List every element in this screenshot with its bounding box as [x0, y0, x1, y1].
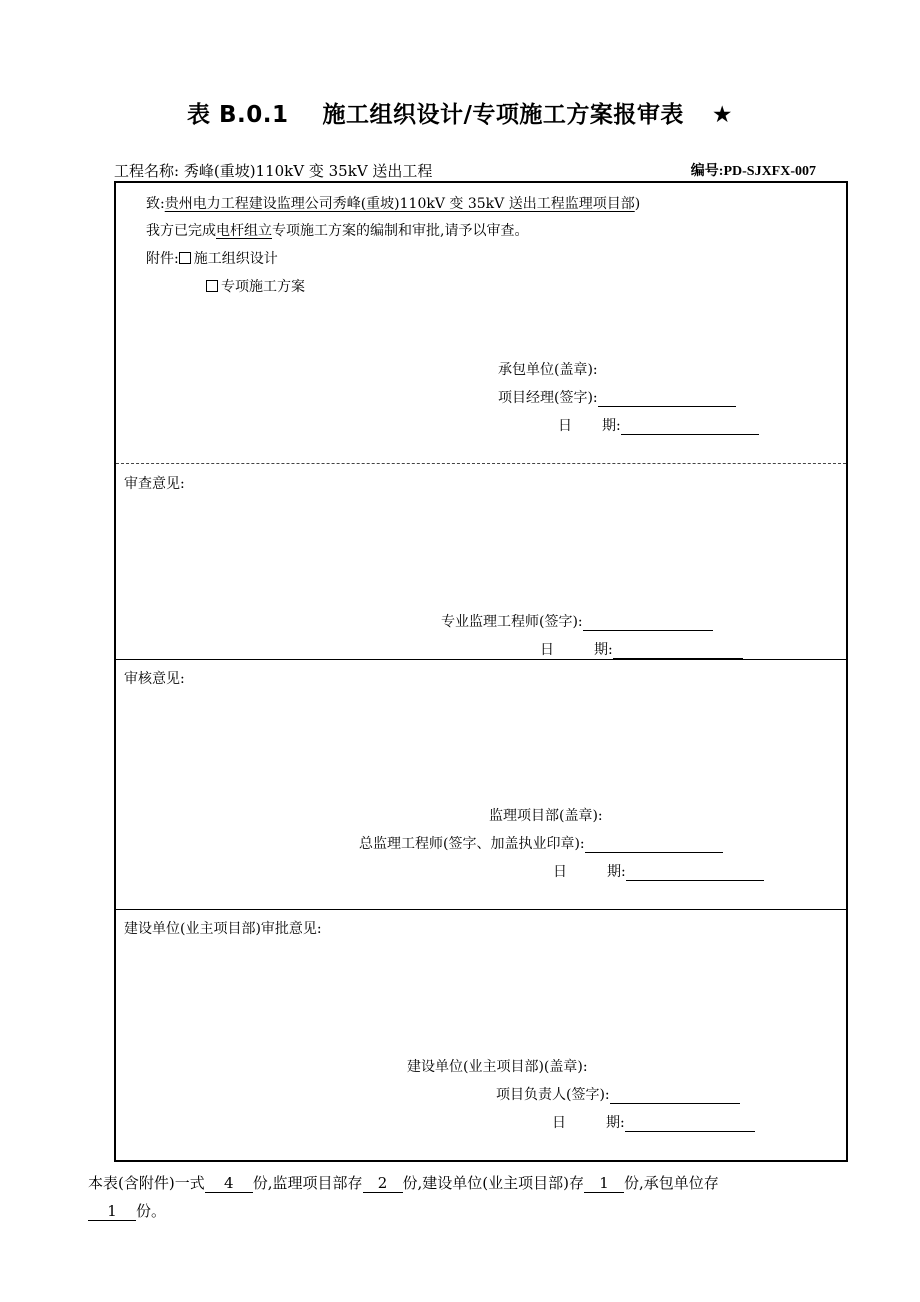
contractor-copies: 1: [88, 1202, 136, 1221]
attachment-line-2: [206, 276, 305, 296]
date-row-2: [540, 639, 743, 659]
note-text-3: 份,建设单位(业主项目部)存: [402, 1174, 584, 1192]
attachment-label: 附件:: [146, 251, 179, 267]
date-label-a: 日: [558, 418, 572, 434]
total-copies: 4: [205, 1174, 253, 1193]
note-text-4: 份,承包单位存: [623, 1174, 719, 1192]
date-field-4[interactable]: [625, 1117, 755, 1132]
audit-opinion-heading: 审核意见:: [124, 671, 185, 687]
date-label-b: 期:: [606, 1115, 625, 1131]
note-text-2: 份,监理项目部存: [252, 1174, 363, 1192]
date-label-b: 期:: [607, 864, 626, 880]
chief-engineer-label: 总监理工程师(签字、加盖执业印章):: [359, 836, 585, 852]
checkbox-construction-design[interactable]: [179, 252, 191, 264]
project-name: 秀峰(重坡)110kV 变 35kV 送出工程: [183, 162, 433, 180]
to-end: ): [634, 196, 641, 212]
date-label-b: 期:: [594, 642, 613, 658]
statement-suffix: 专项施工方案的编制和审批,请予以审查。: [272, 223, 529, 239]
option-special-plan: 专项施工方案: [221, 279, 305, 295]
contractor-label: 承包单位(盖章):: [498, 362, 598, 378]
project-label: 工程名称:: [114, 162, 180, 180]
option-construction-design: 施工组织设计: [193, 251, 278, 267]
engineer-signature-field[interactable]: [583, 616, 713, 631]
form-code: 表 B.0.1: [186, 102, 289, 128]
date-field-2[interactable]: [613, 644, 743, 659]
date-label-a: 日: [553, 864, 567, 880]
manager-signature-field[interactable]: [598, 392, 736, 407]
contractor-stamp-row: [498, 359, 598, 379]
divider-1: [116, 463, 846, 464]
review-opinion-heading: 审查意见:: [124, 476, 185, 492]
owner-stamp-row: [407, 1056, 588, 1076]
date-field-1[interactable]: [621, 420, 759, 435]
owner-copies: 1: [584, 1174, 624, 1193]
manager-sign-row: [498, 387, 736, 407]
supervision-dept-label: 监理项目部(盖章):: [489, 808, 603, 824]
date-label-b: 期:: [602, 418, 621, 434]
form-name: 施工组织设计/专项施工方案报审表: [322, 102, 684, 128]
chief-sign-row: [359, 833, 723, 853]
manager-label: 项目经理(签字):: [498, 390, 598, 406]
project-name-row: [114, 160, 432, 181]
date-row-4: [552, 1112, 755, 1132]
approval-opinion-heading: 建设单位(业主项目部)审批意见:: [124, 921, 322, 937]
date-field-3[interactable]: [626, 866, 764, 881]
statement-line: [146, 220, 528, 240]
copies-note-line-2: [88, 1200, 166, 1221]
addressee-line: [146, 193, 640, 213]
leader-signature-field[interactable]: [610, 1089, 740, 1104]
supervision-stamp-row: [489, 805, 603, 825]
engineer-sign-row: [441, 611, 713, 631]
supervisor-copies: 2: [363, 1174, 403, 1193]
engineer-label: 专业监理工程师(签字):: [441, 614, 583, 630]
chief-signature-field[interactable]: [585, 838, 723, 853]
statement-prefix: 我方已完成: [146, 223, 216, 239]
review-form: [114, 181, 848, 1162]
number-label: 编号:: [690, 164, 724, 179]
document-number: [691, 160, 816, 180]
star-icon: ★: [711, 102, 734, 128]
date-label-a: 日: [552, 1115, 566, 1131]
date-label-a: 日: [540, 642, 554, 658]
statement-item: 电杆组立: [216, 223, 272, 239]
attachment-line: [146, 248, 278, 268]
form-title: [0, 96, 920, 129]
owner-label: 建设单位(业主项目部)(盖章):: [407, 1059, 588, 1075]
date-row-1: [558, 415, 759, 435]
copies-note-line-1: [88, 1172, 719, 1193]
leader-sign-row: [496, 1084, 740, 1104]
date-row-3: [553, 861, 764, 881]
to-organization: 贵州电力工程建设监理公司秀峰(重坡)110kV 变 35kV 送出工程监理项目部: [164, 196, 635, 212]
leader-label: 项目负责人(签字):: [496, 1087, 610, 1103]
divider-2: [116, 659, 846, 660]
note-text-5: 份。: [136, 1202, 167, 1220]
divider-3: [116, 909, 846, 910]
to-label: 致:: [146, 196, 165, 212]
number-value: PD-SJXFX-007: [723, 164, 816, 179]
note-text-1: 本表(含附件)一式: [88, 1174, 205, 1192]
checkbox-special-plan[interactable]: [206, 280, 218, 292]
